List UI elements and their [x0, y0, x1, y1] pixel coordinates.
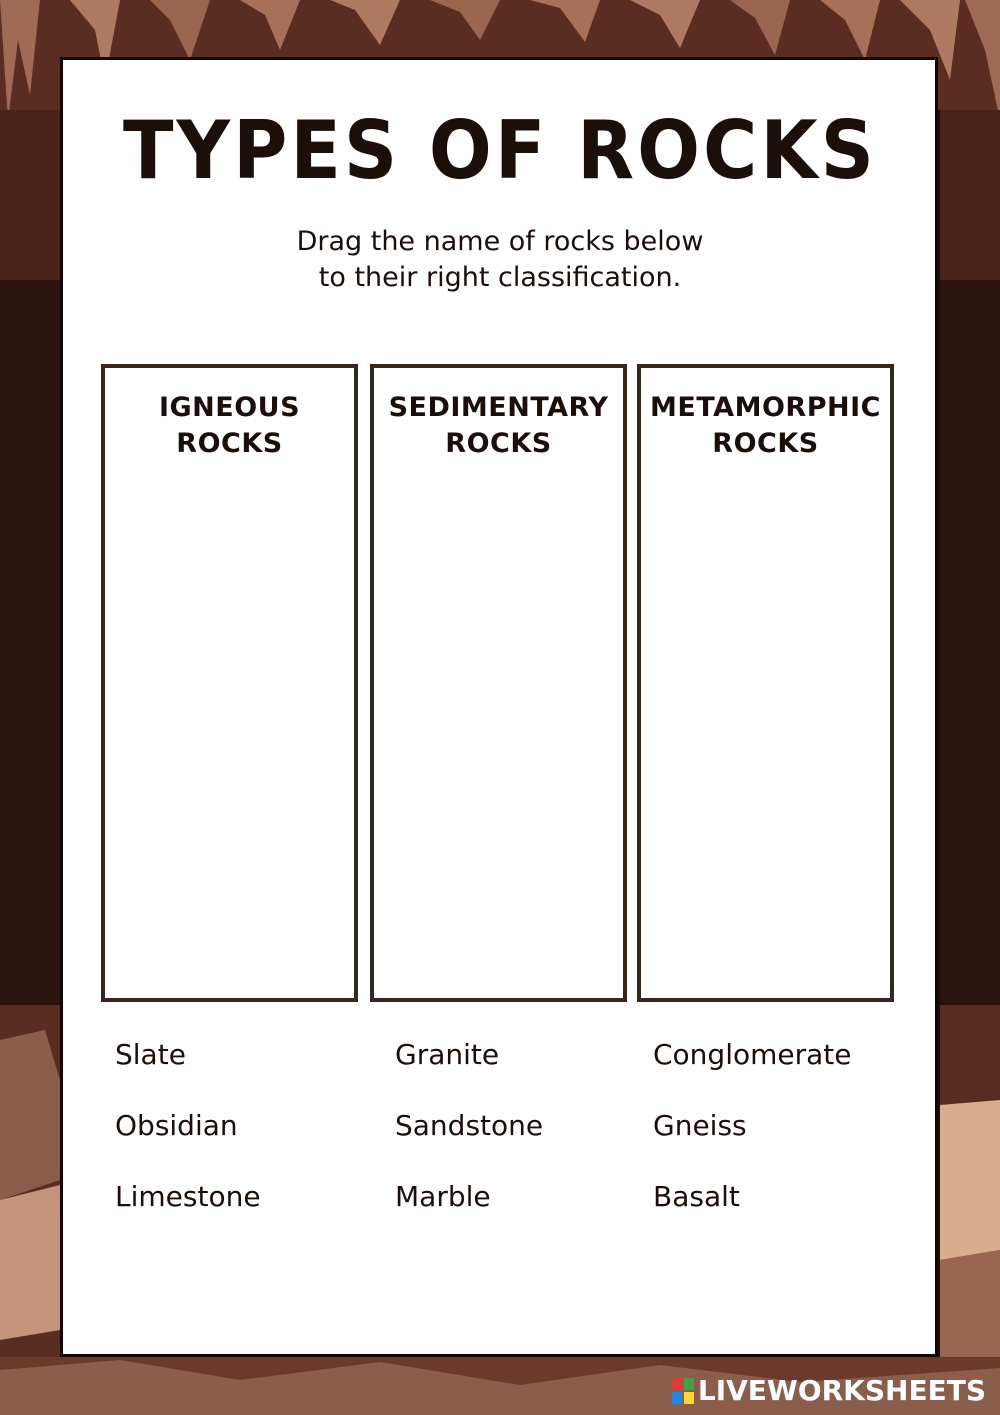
- heading-line-2: ROCKS: [712, 428, 819, 459]
- heading-line-2: ROCKS: [176, 428, 283, 459]
- draggable-word-basalt[interactable]: Basalt: [653, 1180, 740, 1213]
- heading-line-1: IGNEOUS: [158, 392, 301, 423]
- drop-zone-igneous[interactable]: [101, 364, 358, 1002]
- draggable-word-granite[interactable]: Granite: [395, 1038, 500, 1071]
- draggable-word-limestone[interactable]: Limestone: [115, 1180, 261, 1213]
- draggable-word-sandstone[interactable]: Sandstone: [395, 1109, 544, 1142]
- draggable-word-gneiss[interactable]: Gneiss: [653, 1109, 747, 1142]
- liveworksheets-wordmark: LIVEWORKSHEETS: [697, 1374, 986, 1407]
- draggable-word-marble[interactable]: Marble: [395, 1180, 491, 1213]
- draggable-word-conglomerate[interactable]: Conglomerate: [653, 1038, 852, 1071]
- heading-line-1: SEDIMENTARY: [388, 392, 609, 423]
- heading-line-2: ROCKS: [445, 428, 552, 459]
- instructions-line-1: Drag the name of rocks below: [296, 226, 704, 257]
- column-heading-igneous: [105, 390, 354, 462]
- draggable-word-obsidian[interactable]: Obsidian: [115, 1109, 238, 1142]
- worksheet-title: TYPES OF ROCKS: [123, 104, 877, 198]
- draggable-word-slate[interactable]: Slate: [115, 1038, 186, 1071]
- column-heading-metamorphic: [641, 390, 890, 462]
- instructions-line-2: to their right classification.: [318, 262, 682, 293]
- instructions: [0, 224, 1000, 296]
- column-heading-sedimentary: [374, 390, 623, 462]
- heading-line-1: METAMORPHIC: [650, 392, 881, 423]
- liveworksheets-icon: [672, 1378, 694, 1404]
- liveworksheets-logo: [672, 1374, 986, 1407]
- drop-zone-metamorphic[interactable]: [637, 364, 894, 1002]
- drop-zone-sedimentary[interactable]: [370, 364, 627, 1002]
